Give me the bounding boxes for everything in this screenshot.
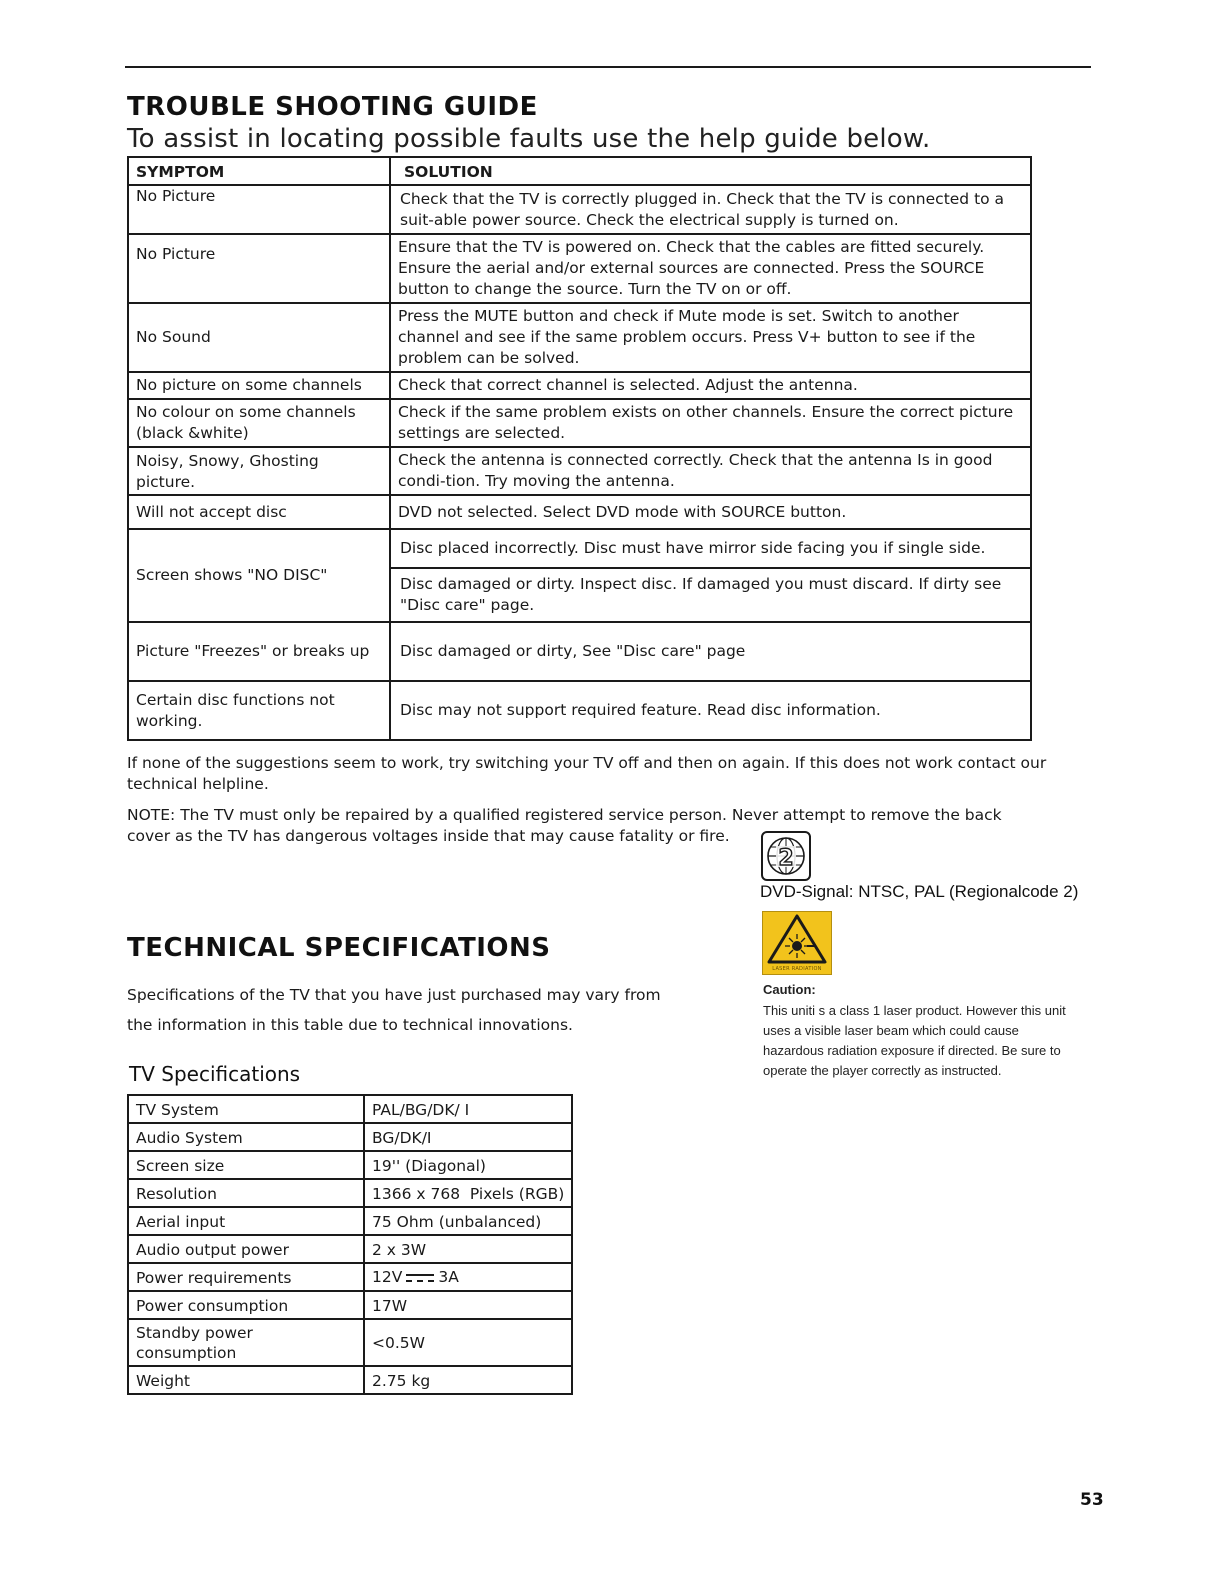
region-code-number: 2: [778, 846, 794, 871]
spec-label: Standby power consumption: [128, 1319, 364, 1366]
safety-note: NOTE: The TV must only be repaired by a qualified registered service person. Never attempt to remove the back cover as the TV has dangerous voltages inside that may cause fatality or fire.: [127, 806, 1002, 845]
solution-cell: Disc damaged or dirty. Inspect disc. If damaged you must discard. If dirty see "Disc care" page.: [390, 568, 1031, 622]
spec-value: <0.5W: [364, 1319, 572, 1366]
tv-specifications-table: [127, 1094, 573, 1395]
spec-value: [364, 1263, 572, 1291]
spec-row: [128, 1095, 572, 1123]
table-row: [128, 185, 1031, 234]
caution-text: This uniti s a class 1 laser product. However this unit uses a visible laser beam which could cause hazardous radiation exposure if directed. Be sure to operate the player correctly as instructed.: [763, 1003, 1066, 1078]
spec-label: Power requirements: [128, 1263, 364, 1291]
spec-label: TV System: [128, 1095, 364, 1123]
solution-cell: Disc placed incorrectly. Disc must have mirror side facing you if single side.: [390, 529, 1031, 568]
symptom-cell: Noisy, Snowy, Ghosting picture.: [128, 447, 390, 495]
spec-value: 17W: [364, 1291, 572, 1319]
spec-value: 19'' (Diagonal): [364, 1151, 572, 1179]
solution-cell: Check that the TV is correctly plugged in. Check that the TV is connected to a suit-able power source. Check the electrical supply is turned on.: [390, 185, 1031, 234]
troubleshooting-title: TROUBLE SHOOTING GUIDE: [127, 92, 538, 122]
spec-value: PAL/BG/DK/ I: [364, 1095, 572, 1123]
symptom-cell: No Sound: [128, 303, 390, 372]
symptom-cell: Picture "Freezes" or breaks up: [128, 622, 390, 681]
symptom-cell: Will not accept disc: [128, 495, 390, 529]
laser-warning-icon: [762, 911, 832, 975]
caution-title: Caution:: [763, 982, 816, 997]
spec-row: [128, 1235, 572, 1263]
spec-label: Power consumption: [128, 1291, 364, 1319]
solution-cell: Disc may not support required feature. Read disc information.: [390, 681, 1031, 740]
table-row: [128, 234, 1031, 303]
spec-value: BG/DK/I: [364, 1123, 572, 1151]
solution-cell: Disc damaged or dirty, See "Disc care" page: [390, 622, 1031, 681]
solution-header: SOLUTION: [390, 157, 1031, 185]
spec-row: [128, 1291, 572, 1319]
laser-label-text: LASER RADIATION: [772, 966, 822, 972]
table-row: [128, 681, 1031, 740]
tv-specifications-subtitle: TV Specifications: [129, 1062, 301, 1086]
top-rule: [125, 66, 1091, 68]
spec-row: [128, 1319, 572, 1366]
table-row: [128, 372, 1031, 399]
troubleshooting-table: [127, 156, 1032, 741]
spec-label: Screen size: [128, 1151, 364, 1179]
symptom-cell: No colour on some channels (black &white): [128, 399, 390, 447]
spec-value: 2 x 3W: [364, 1235, 572, 1263]
spec-value: 1366 x 768 Pixels (RGB): [364, 1179, 572, 1207]
helpline-text: If none of the suggestions seem to work, try switching your TV off and then on again. If this does not work contact our technical helpline.: [127, 754, 1047, 793]
page-number: 53: [1080, 1490, 1104, 1510]
table-row: [128, 529, 1031, 568]
table-row: [128, 399, 1031, 447]
solution-cell: Ensure that the TV is powered on. Check that the cables are fitted securely. Ensure the aerial and/or external sources are connected. Press the SOURCE button to change the source. Turn the TV on or off.: [390, 234, 1031, 303]
spec-row: [128, 1151, 572, 1179]
dc-symbol-icon: [406, 1268, 434, 1288]
spec-row: [128, 1179, 572, 1207]
symptom-cell: No picture on some channels: [128, 372, 390, 399]
table-header-row: [128, 157, 1031, 185]
symptom-cell: Certain disc functions not working.: [128, 681, 390, 740]
spec-value: 2.75 kg: [364, 1366, 572, 1394]
spec-row: [128, 1366, 572, 1394]
troubleshooting-intro: To assist in locating possible faults use the help guide below.: [127, 124, 931, 154]
table-row: [128, 495, 1031, 529]
solution-cell: Press the MUTE button and check if Mute mode is set. Switch to another channel and see if the same problem occurs. Press V+ button to see if the problem can be solved.: [390, 303, 1031, 372]
solution-cell: Check the antenna is connected correctly. Check that the antenna Is in good condi-tion. Try moving the antenna.: [390, 447, 1031, 495]
spec-label: Resolution: [128, 1179, 364, 1207]
spec-value: 75 Ohm (unbalanced): [364, 1207, 572, 1235]
spec-row: [128, 1263, 572, 1291]
spec-label: Audio output power: [128, 1235, 364, 1263]
spec-row: [128, 1123, 572, 1151]
spec-label: Audio System: [128, 1123, 364, 1151]
solution-cell: Check that correct channel is selected. Adjust the antenna.: [390, 372, 1031, 399]
technical-specifications-title: TECHNICAL SPECIFICATIONS: [127, 933, 551, 963]
solution-cell: Check if the same problem exists on other channels. Ensure the correct picture settings are selected.: [390, 399, 1031, 447]
region-code-icon: [761, 831, 811, 881]
symptom-cell: Screen shows "NO DISC": [128, 529, 390, 622]
power-current: 3A: [438, 1268, 459, 1287]
dvd-signal-caption: DVD-Signal: NTSC, PAL (Regionalcode 2): [760, 882, 1079, 901]
table-row: [128, 303, 1031, 372]
spec-row: [128, 1207, 572, 1235]
symptom-cell: No Picture: [128, 234, 390, 303]
solution-cell: DVD not selected. Select DVD mode with SOURCE button.: [390, 495, 1031, 529]
table-row: [128, 447, 1031, 495]
table-row: [128, 622, 1031, 681]
specifications-intro: Specifications of the TV that you have just purchased may vary from the information in this table due to technical innovations.: [127, 986, 661, 1034]
power-voltage: 12V: [372, 1268, 403, 1287]
spec-label: Aerial input: [128, 1207, 364, 1235]
symptom-header: SYMPTOM: [128, 157, 390, 185]
spec-label: Weight: [128, 1366, 364, 1394]
symptom-cell: No Picture: [128, 185, 390, 234]
